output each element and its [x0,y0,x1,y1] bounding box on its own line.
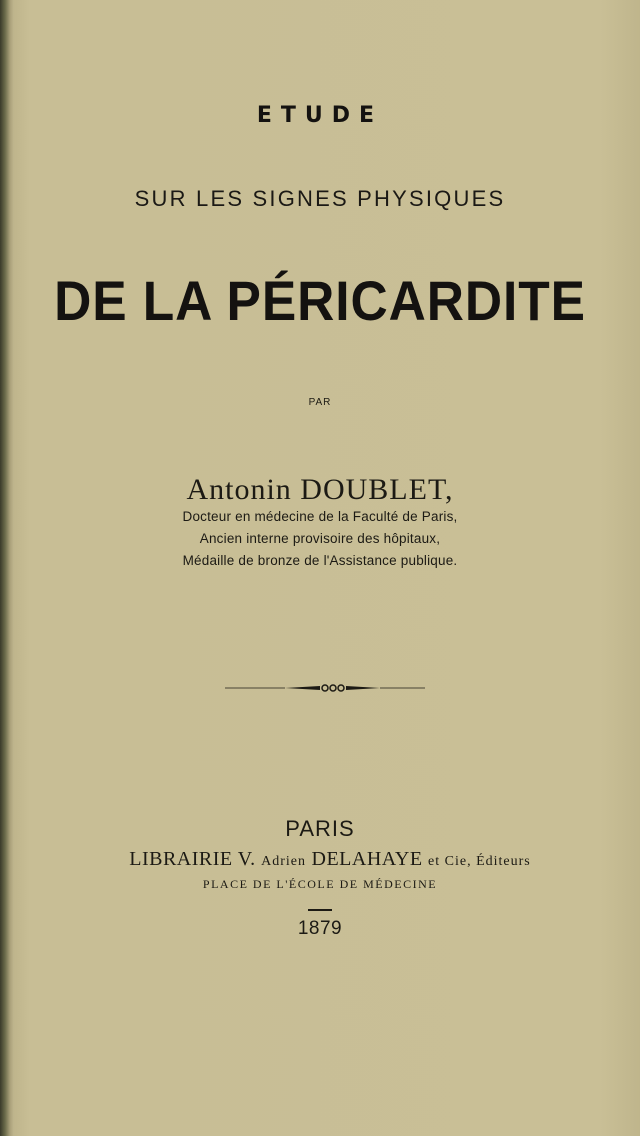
author-credential: Docteur en médecine de la Faculté de Paris, [182,509,458,524]
header-title: ETUDE [256,103,384,128]
header-subtitle: SUR LES SIGNES PHYSIQUES [134,186,506,211]
imprint-publisher [10,848,640,871]
author-credential: Ancien interne provisoire des hôpitaux, [199,531,441,546]
year-rule [308,909,332,911]
publisher-name: LIBRAIRIE V. [129,848,256,870]
publisher-first-name: Adrien [261,854,307,869]
by-label: PAR [308,397,332,408]
ornament-divider [225,683,425,693]
publisher-last-name: DELAHAYE [311,848,423,870]
imprint-year: 1879 [297,918,343,939]
imprint-city: PARIS [285,816,355,841]
author-credential: Médaille de bronze de l'Assistance publique. [182,553,458,568]
main-title: DE LA PÉRICARDITE [54,269,586,332]
imprint-address: PLACE DE L'ÉCOLE DE MÉDECINE [202,877,438,891]
book-binding-edge [0,0,14,1136]
author-name: Antonin DOUBLET, [186,473,454,506]
publisher-suffix: et Cie, Éditeurs [428,854,531,869]
